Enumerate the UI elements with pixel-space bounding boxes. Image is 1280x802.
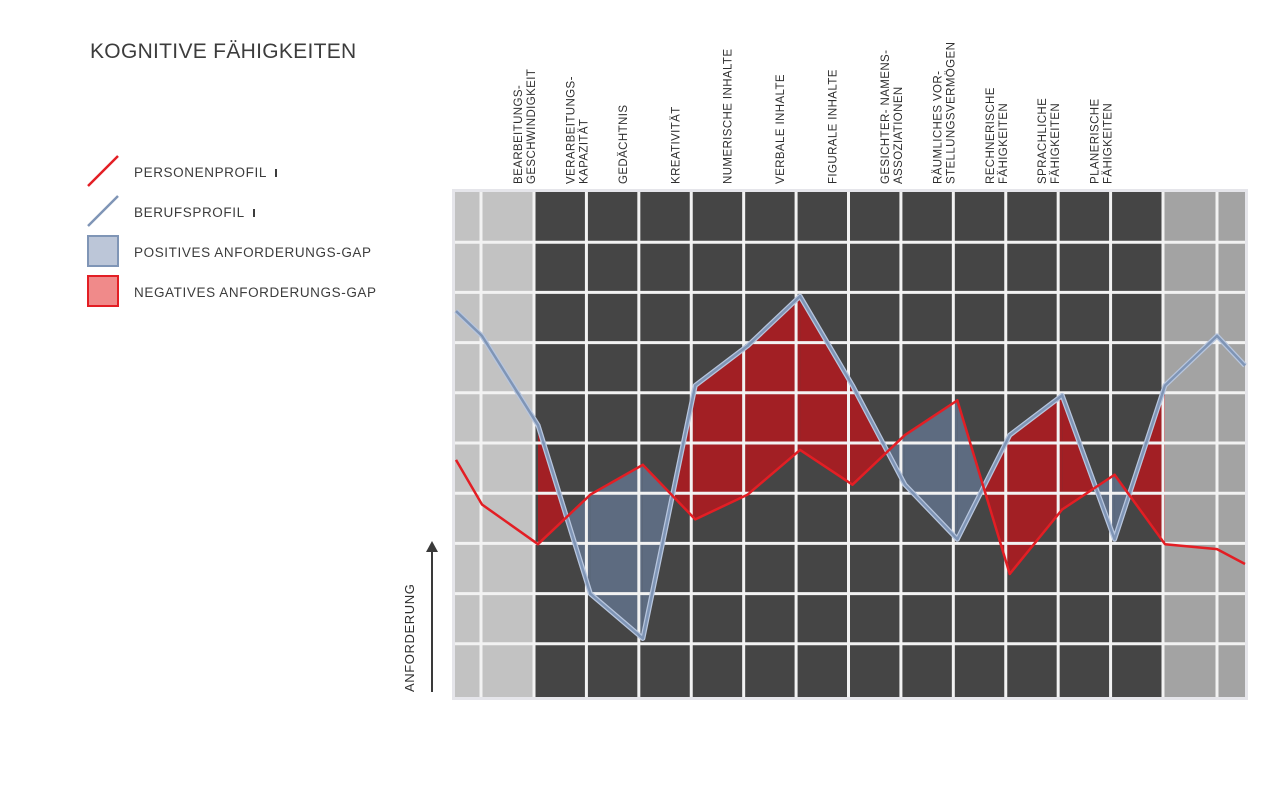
berufsprofil-point bbox=[1061, 394, 1063, 396]
personenprofil-point bbox=[904, 434, 906, 436]
personenprofil-point bbox=[1113, 474, 1115, 476]
berufsprofil-point bbox=[799, 295, 801, 297]
berufsprofil-point bbox=[537, 424, 539, 426]
personenprofil-point bbox=[956, 399, 958, 401]
chart-title: KOGNITIVE FÄHIGKEITEN bbox=[90, 40, 357, 63]
category-label: STELLUNGSVERMÖGEN bbox=[945, 41, 958, 184]
personenprofil-point bbox=[642, 464, 644, 466]
category-label: GESCHWINDIGKEIT bbox=[526, 68, 538, 184]
legend-label: PERSONENPROFIL bbox=[134, 165, 267, 180]
category-label: NUMERISCHE INHALTE bbox=[722, 48, 735, 184]
berufsprofil-point bbox=[642, 637, 644, 639]
personenprofil-point bbox=[1061, 508, 1063, 510]
y-axis bbox=[402, 541, 438, 692]
category-label: KAPAZITÄT bbox=[578, 118, 591, 184]
category-label: ASSOZIATIONEN bbox=[892, 86, 905, 184]
berufsprofil-point bbox=[956, 538, 958, 540]
category-label: BEARBEITUNGS- bbox=[513, 84, 525, 184]
y-axis-label: ANFORDERUNG bbox=[402, 583, 417, 692]
berufsprofil-point bbox=[851, 384, 853, 386]
category-label: RECHNERISCHE bbox=[984, 87, 997, 184]
berufsprofil-point bbox=[1113, 538, 1115, 540]
berufsprofil-point bbox=[1009, 434, 1011, 436]
legend-label: NEGATIVES ANFORDERUNGS-GAP bbox=[134, 285, 377, 300]
legend-label: POSITIVES ANFORDERUNGS-GAP bbox=[134, 245, 372, 260]
personenprofil-point bbox=[589, 493, 591, 495]
arrow-up-icon bbox=[426, 541, 438, 552]
category-labels bbox=[513, 42, 1115, 184]
category-label: VERBALE INHALTE bbox=[775, 74, 788, 184]
berufsprofil-point bbox=[904, 483, 906, 485]
personenprofil-point bbox=[1009, 573, 1011, 575]
personenprofil-point bbox=[694, 518, 696, 520]
category-label: PLANERISCHE bbox=[1089, 98, 1102, 184]
category-label: GESICHTER- NAMENS- bbox=[879, 49, 892, 184]
category-label: VERARBEITUNGS- bbox=[565, 76, 578, 184]
category-label: FÄHIGKEITEN bbox=[1102, 102, 1115, 184]
berufsprofil-point bbox=[746, 345, 748, 347]
personenprofil-point bbox=[746, 493, 748, 495]
category-label: RÄUMLICHES VOR- bbox=[932, 70, 945, 184]
personenprofil-point bbox=[851, 483, 853, 485]
category-label: KREATIVITÄT bbox=[670, 106, 683, 184]
category-label: SPRACHLICHE bbox=[1037, 97, 1050, 184]
legend-label: BERUFSPROFIL bbox=[134, 205, 245, 220]
category-label: FÄHIGKEITEN bbox=[1050, 102, 1063, 184]
category-label: GEDÄCHTNIS bbox=[617, 104, 630, 184]
berufsprofil-point bbox=[589, 593, 591, 595]
category-label: FIGURALE INHALTE bbox=[827, 69, 840, 184]
personenprofil-point bbox=[537, 543, 539, 545]
berufsprofil-point bbox=[694, 384, 696, 386]
category-label: FÄHIGKEITEN bbox=[997, 102, 1010, 184]
personenprofil-point bbox=[799, 449, 801, 451]
